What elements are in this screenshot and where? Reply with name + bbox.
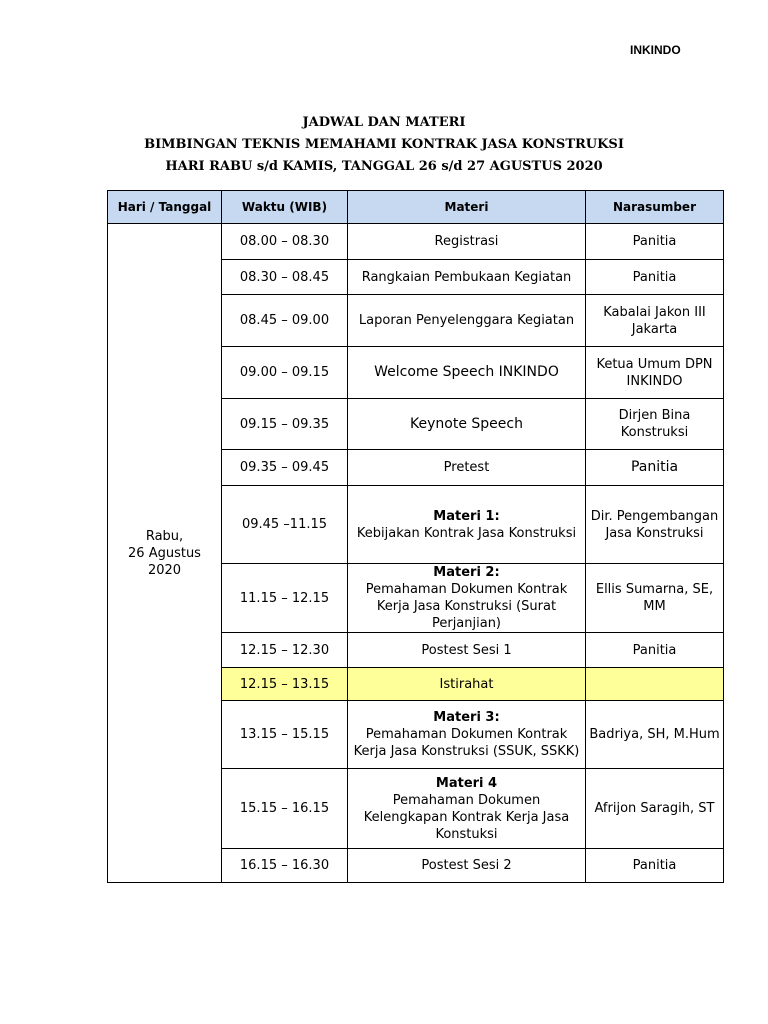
materi-text: Pemahaman Dokumen Kontrak Kerja Jasa Konstruksi (Surat Perjanjian)	[365, 582, 568, 631]
time-cell: 09.15 – 09.35	[222, 399, 348, 450]
document-title	[0, 112, 768, 178]
time-cell: 12.15 – 12.30	[222, 633, 348, 668]
materi-cell: Keynote Speech	[348, 399, 586, 450]
time-cell: 13.15 – 15.15	[222, 701, 348, 769]
col-header-speaker: Narasumber	[586, 191, 724, 224]
table-row	[108, 224, 724, 260]
time-cell: 08.45 – 09.00	[222, 295, 348, 347]
speaker-cell: Panitia	[586, 224, 724, 260]
title-line-3: HARI RABU s/d KAMIS, TANGGAL 26 s/d 27 AGUSTUS 2020	[165, 159, 603, 174]
materi-cell: Pretest	[348, 450, 586, 486]
materi-cell	[348, 564, 586, 633]
speaker-cell: Dir. Pengembangan Jasa Konstruksi	[586, 486, 724, 564]
col-header-day: Hari / Tanggal	[108, 191, 222, 224]
speaker-cell: Panitia	[586, 633, 724, 668]
speaker-cell: Ellis Sumarna, SE, MM	[586, 564, 724, 633]
materi-text: Pemahaman Dokumen Kelengkapan Kontrak Kerja Jasa Konstuksi	[363, 792, 570, 842]
speaker-cell: Ketua Umum DPN INKINDO	[586, 347, 724, 399]
speaker-cell: Badriya, SH, M.Hum	[586, 701, 724, 769]
table-header-row	[108, 191, 724, 224]
materi-title: Materi 2:	[433, 565, 500, 580]
materi-title: Materi 1:	[433, 508, 500, 524]
time-cell: 09.35 – 09.45	[222, 450, 348, 486]
materi-cell: Postest Sesi 2	[348, 849, 586, 883]
materi-title: Materi 4	[435, 775, 498, 791]
speaker-cell: Panitia	[586, 450, 724, 486]
time-cell: 09.00 – 09.15	[222, 347, 348, 399]
day-line-1: Rabu,	[145, 528, 184, 544]
col-header-materi: Materi	[348, 191, 586, 224]
materi-cell: Registrasi	[348, 224, 586, 260]
day-line-2: 26 Agustus	[128, 545, 201, 561]
title-line-2: BIMBINGAN TEKNIS MEMAHAMI KONTRAK JASA KONSTRUKSI	[144, 137, 624, 152]
schedule-table	[107, 190, 724, 883]
title-line-1: JADWAL DAN MATERI	[302, 115, 466, 130]
speaker-cell: Kabalai Jakon III Jakarta	[586, 295, 724, 347]
materi-cell: Istirahat	[348, 668, 586, 701]
materi-cell: Rangkaian Pembukaan Kegiatan	[348, 260, 586, 295]
org-label: INKINDO	[630, 43, 681, 57]
materi-cell	[348, 701, 586, 769]
materi-title: Materi 3:	[433, 710, 500, 725]
time-cell: 16.15 – 16.30	[222, 849, 348, 883]
speaker-cell: Panitia	[586, 260, 724, 295]
materi-text: Kebijakan Kontrak Jasa Konstruksi	[356, 525, 577, 541]
time-cell: 08.00 – 08.30	[222, 224, 348, 260]
materi-cell	[348, 486, 586, 564]
speaker-cell: Afrijon Saragih, ST	[586, 769, 724, 849]
materi-cell: Welcome Speech INKINDO	[348, 347, 586, 399]
col-header-time: Waktu (WIB)	[222, 191, 348, 224]
time-cell: 11.15 – 12.15	[222, 564, 348, 633]
speaker-cell: Panitia	[586, 849, 724, 883]
time-cell: 08.30 – 08.45	[222, 260, 348, 295]
speaker-cell: Dirjen Bina Konstruksi	[586, 399, 724, 450]
day-cell	[108, 224, 222, 883]
time-cell: 12.15 – 13.15	[222, 668, 348, 701]
speaker-cell	[586, 668, 724, 701]
time-cell: 09.45 –11.15	[222, 486, 348, 564]
time-cell: 15.15 – 16.15	[222, 769, 348, 849]
materi-cell	[348, 769, 586, 849]
materi-cell: Laporan Penyelenggara Kegiatan	[348, 295, 586, 347]
day-line-3: 2020	[147, 562, 182, 578]
materi-cell: Postest Sesi 1	[348, 633, 586, 668]
materi-text: Pemahaman Dokumen Kontrak Kerja Jasa Konstruksi (SSUK, SSKK)	[353, 727, 580, 759]
